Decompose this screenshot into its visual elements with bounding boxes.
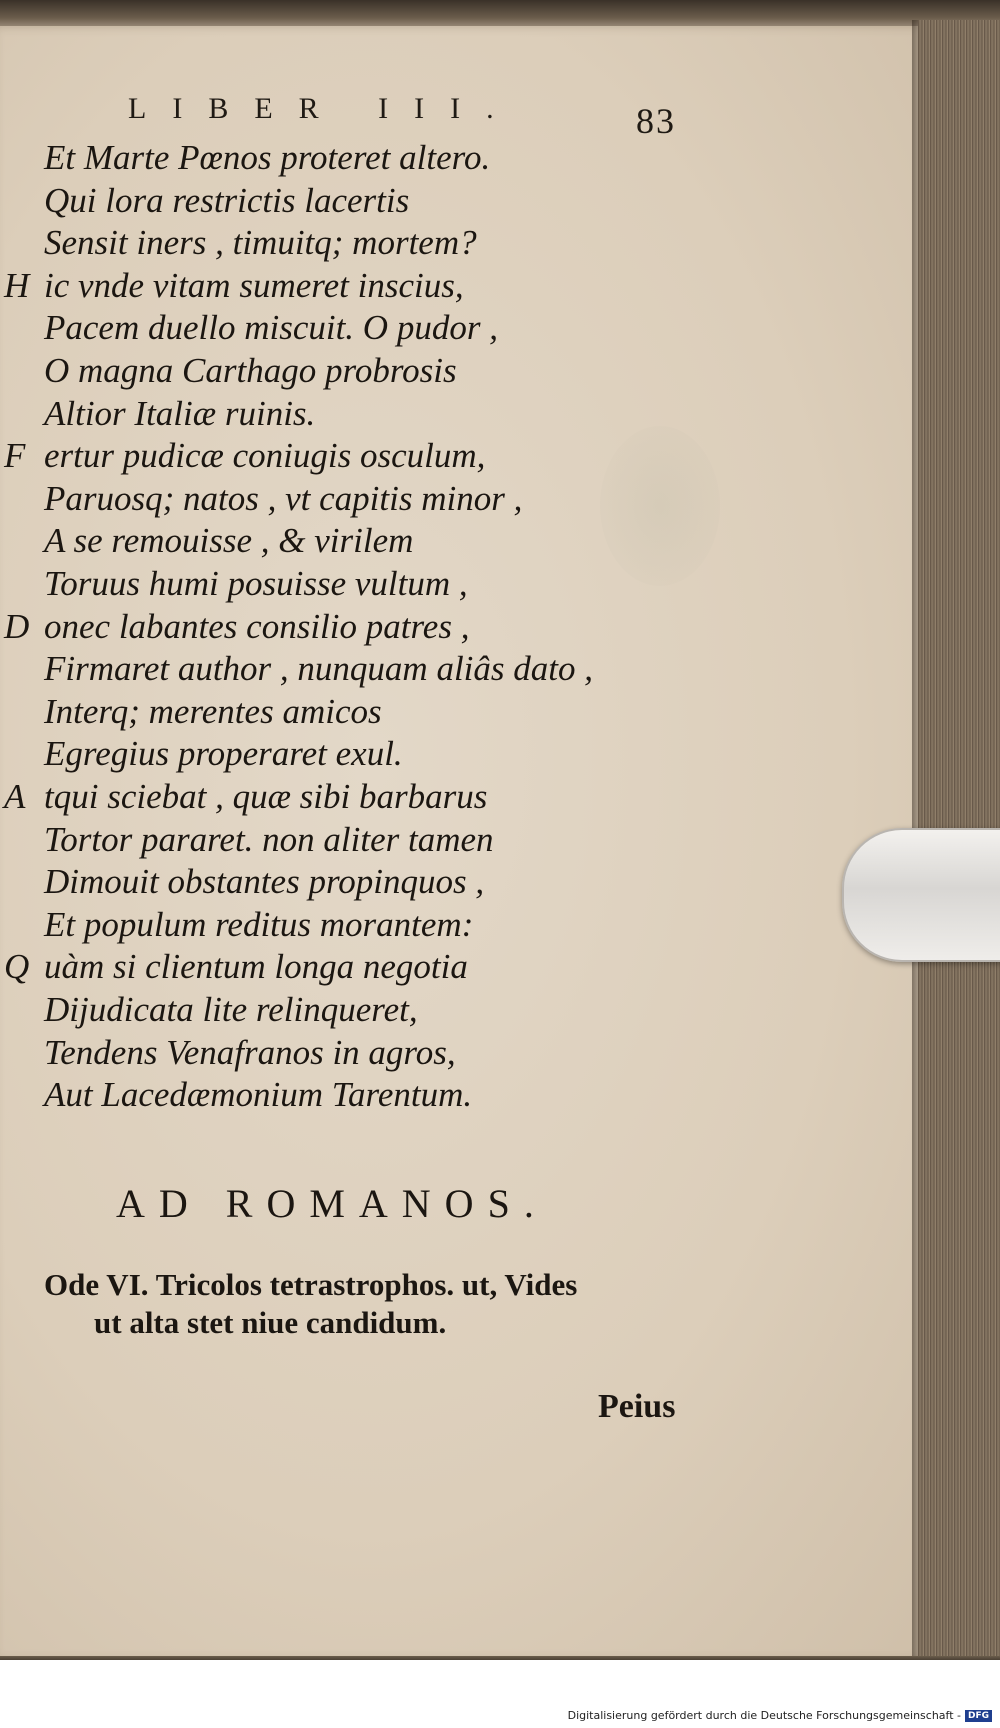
ode-description-line-1: Ode VI. Tricolos tetrastrophos. ut, Vides [44,1267,578,1302]
page-clip [842,828,1000,962]
verse-initial: D [4,606,30,646]
verse-initial: H [4,265,30,305]
verse-text: tqui sciebat , quæ sibi barbarus [44,777,488,816]
verse-text: Qui lora restrictis lacertis [44,180,410,220]
verse-text: Et populum reditus morantem: [44,904,474,944]
ode-description [44,1266,664,1342]
verse-text: O magna Carthago probrosis [44,351,457,390]
ode-description-line-2: ut alta stet niue candidum. [94,1305,447,1340]
verse-initial: F [4,436,26,476]
credit-text: Digitalisierung gefördert durch die Deutsche Forschungsgemeinschaft - [567,1709,961,1722]
digitization-credit [568,1709,992,1722]
verse-text: ic vnde vitam sumeret inscius, [44,265,464,305]
footer-area [0,1660,1000,1728]
verse-text: Firmaret author , nunquam aliâs dato , [44,649,593,689]
verse-text: ertur pudicæ coniugis osculum, [44,436,486,476]
dfg-logo: DFG [965,1710,992,1722]
running-head: LIBER III. [128,92,520,125]
verse-initial: Q [4,947,30,987]
catchword: Peius [598,1388,676,1425]
verse-text: Altior Italiæ ruinis. [44,393,316,433]
verse-text: Egregius properaret exul. [44,734,403,774]
verse-text: Dimouit obstantes propinquos , [44,862,485,902]
verse-text: Tendens Venafranos in agros, [44,1032,456,1072]
verse-text: onec labantes consilio patres , [44,606,470,646]
section-title: AD ROMANOS. [116,1181,548,1226]
verse-text: A se remouisse , & virilem [44,521,414,561]
verse-initial: A [4,777,26,816]
verse-text: Interq; merentes amicos [44,691,382,731]
verse-text: Pacem duello miscuit. O pudor , [44,308,498,348]
verse-text: Sensit iners , timuitq; mortem? [44,223,477,263]
page-number: 83 [636,101,676,141]
verse-text: Aut Lacedæmonium Tarentum. [44,1075,473,1115]
verse-text: uàm si clientum longa negotia [44,947,468,987]
verse-text: Paruosq; natos , vt capitis minor , [44,478,523,518]
verse-text: Toruus humi posuisse vultum , [44,564,468,603]
verse-text: Et Marte Pœnos proteret altero. [44,138,491,177]
verse-text: Dijudicata lite relinqueret, [44,990,418,1029]
verse-text: Tortor pararet. non aliter tamen [44,819,494,859]
ink-bleed-through [600,426,720,586]
